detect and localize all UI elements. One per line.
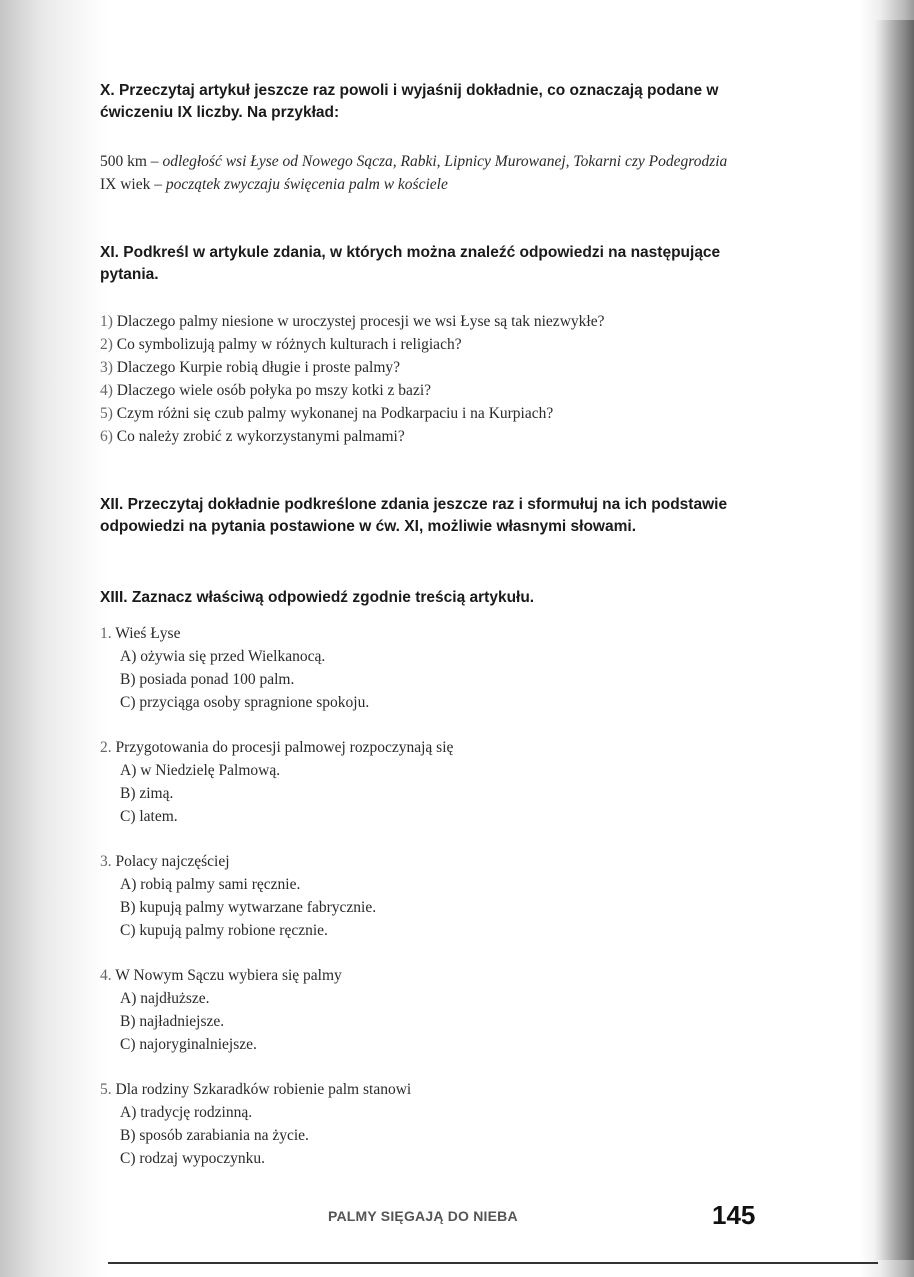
question-text: Dlaczego wiele osób połyka po mszy kotki z bazi? bbox=[116, 382, 432, 399]
question-number: 6) bbox=[100, 428, 113, 445]
example-term: IX wiek – bbox=[100, 176, 166, 193]
answer-option: C) najoryginalniejsze. bbox=[120, 1036, 257, 1053]
example-description: odległość wsi Łyse od Nowego Sącza, Rabki, Lipnicy Murowanej, Tokarni czy Podegrodzia bbox=[162, 153, 728, 170]
exercise-xiii-heading: XIII. Zaznacz właściwą odpowiedź zgodnie treścią artykułu. bbox=[100, 589, 535, 606]
example-line bbox=[100, 173, 820, 196]
list-item bbox=[100, 333, 800, 356]
list-item bbox=[100, 310, 800, 333]
question-text: Co należy zrobić z wykorzystanymi palmami? bbox=[116, 428, 405, 445]
item-stem bbox=[100, 1078, 800, 1101]
multiple-choice-item bbox=[100, 736, 800, 828]
answer-option: C) latem. bbox=[120, 808, 178, 825]
answer-option: B) sposób zarabiania na życie. bbox=[120, 1127, 309, 1144]
answer-option: B) najładniejsze. bbox=[120, 1013, 225, 1030]
running-footer-title: PALMY SIĘGAJĄ DO NIEBA bbox=[328, 1208, 518, 1224]
list-item bbox=[100, 356, 800, 379]
item-stem-text: Przygotowania do procesji palmowej rozpoczynają się bbox=[115, 739, 454, 756]
question-number: 3) bbox=[100, 359, 113, 376]
list-item bbox=[100, 425, 800, 448]
exercise-xii-heading: XII. Przeczytaj dokładnie podkreślone zdania jeszcze raz i sformułuj na ich podstawie odpowiedzi na pytania postawione w ćw. XI, możliwie własnymi słowami. bbox=[100, 496, 728, 535]
item-number: 3. bbox=[100, 853, 112, 870]
example-line bbox=[100, 150, 820, 173]
question-text: Co symbolizują palmy w różnych kulturach i religiach? bbox=[116, 336, 462, 353]
question-number: 5) bbox=[100, 405, 113, 422]
exercise-xi-heading: XI. Podkreśl w artykule zdania, w których można znaleźć odpowiedzi na następujące pytania. bbox=[100, 244, 721, 283]
answer-option: A) w Niedzielę Palmową. bbox=[120, 762, 281, 779]
list-item bbox=[100, 379, 800, 402]
item-stem-text: Dla rodziny Szkaradków robienie palm stanowi bbox=[115, 1081, 412, 1098]
exercise-xi-question-list bbox=[100, 310, 800, 448]
answer-option: B) kupują palmy wytwarzane fabrycznie. bbox=[120, 899, 377, 916]
question-number: 4) bbox=[100, 382, 113, 399]
question-number: 2) bbox=[100, 336, 113, 353]
list-item bbox=[100, 402, 800, 425]
question-text: Czym różni się czub palmy wykonanej na Podkarpaciu i na Kurpiach? bbox=[116, 405, 554, 422]
exercise-x-heading: X. Przeczytaj artykuł jeszcze raz powoli i wyjaśnij dokładnie, co oznaczają podane w ćwiczeniu IX liczby. Na przykład: bbox=[100, 82, 719, 121]
example-description: początek zwyczaju święcenia palm w kościele bbox=[165, 176, 448, 193]
binding-shadow bbox=[0, 0, 100, 1277]
footer-rule bbox=[108, 1262, 878, 1264]
item-stem bbox=[100, 622, 800, 645]
multiple-choice-item bbox=[100, 964, 800, 1056]
answer-option: A) tradycję rodzinną. bbox=[120, 1104, 253, 1121]
example-term: 500 km – bbox=[100, 153, 163, 170]
item-number: 5. bbox=[100, 1081, 112, 1098]
question-text: Dlaczego palmy niesione w uroczystej procesji we wsi Łyse są tak niezwykłe? bbox=[116, 313, 605, 330]
item-stem-text: Polacy najczęściej bbox=[115, 853, 230, 870]
question-text: Dlaczego Kurpie robią długie i proste palmy? bbox=[116, 359, 401, 376]
answer-option: A) ożywia się przed Wielkanocą. bbox=[120, 648, 326, 665]
answer-option: C) rodzaj wypoczynku. bbox=[120, 1150, 266, 1167]
question-number: 1) bbox=[100, 313, 113, 330]
multiple-choice-item bbox=[100, 622, 800, 714]
item-number: 1. bbox=[100, 625, 112, 642]
page-edge-shadow bbox=[874, 20, 914, 1260]
answer-option: A) najdłuższe. bbox=[120, 990, 210, 1007]
item-number: 4. bbox=[100, 967, 112, 984]
answer-option: A) robią palmy sami ręcznie. bbox=[120, 876, 301, 893]
item-number: 2. bbox=[100, 739, 112, 756]
item-stem-text: Wieś Łyse bbox=[115, 625, 181, 642]
item-stem bbox=[100, 850, 800, 873]
item-stem bbox=[100, 964, 800, 987]
item-stem-text: W Nowym Sączu wybiera się palmy bbox=[115, 967, 342, 984]
multiple-choice-item bbox=[100, 850, 800, 942]
page-number: 145 bbox=[712, 1200, 756, 1230]
answer-option: B) posiada ponad 100 palm. bbox=[120, 671, 295, 688]
answer-option: C) kupują palmy robione ręcznie. bbox=[120, 922, 328, 939]
answer-option: C) przyciąga osoby spragnione spokoju. bbox=[120, 694, 370, 711]
answer-option: B) zimą. bbox=[120, 785, 174, 802]
item-stem bbox=[100, 736, 800, 759]
multiple-choice-item bbox=[100, 1078, 800, 1170]
